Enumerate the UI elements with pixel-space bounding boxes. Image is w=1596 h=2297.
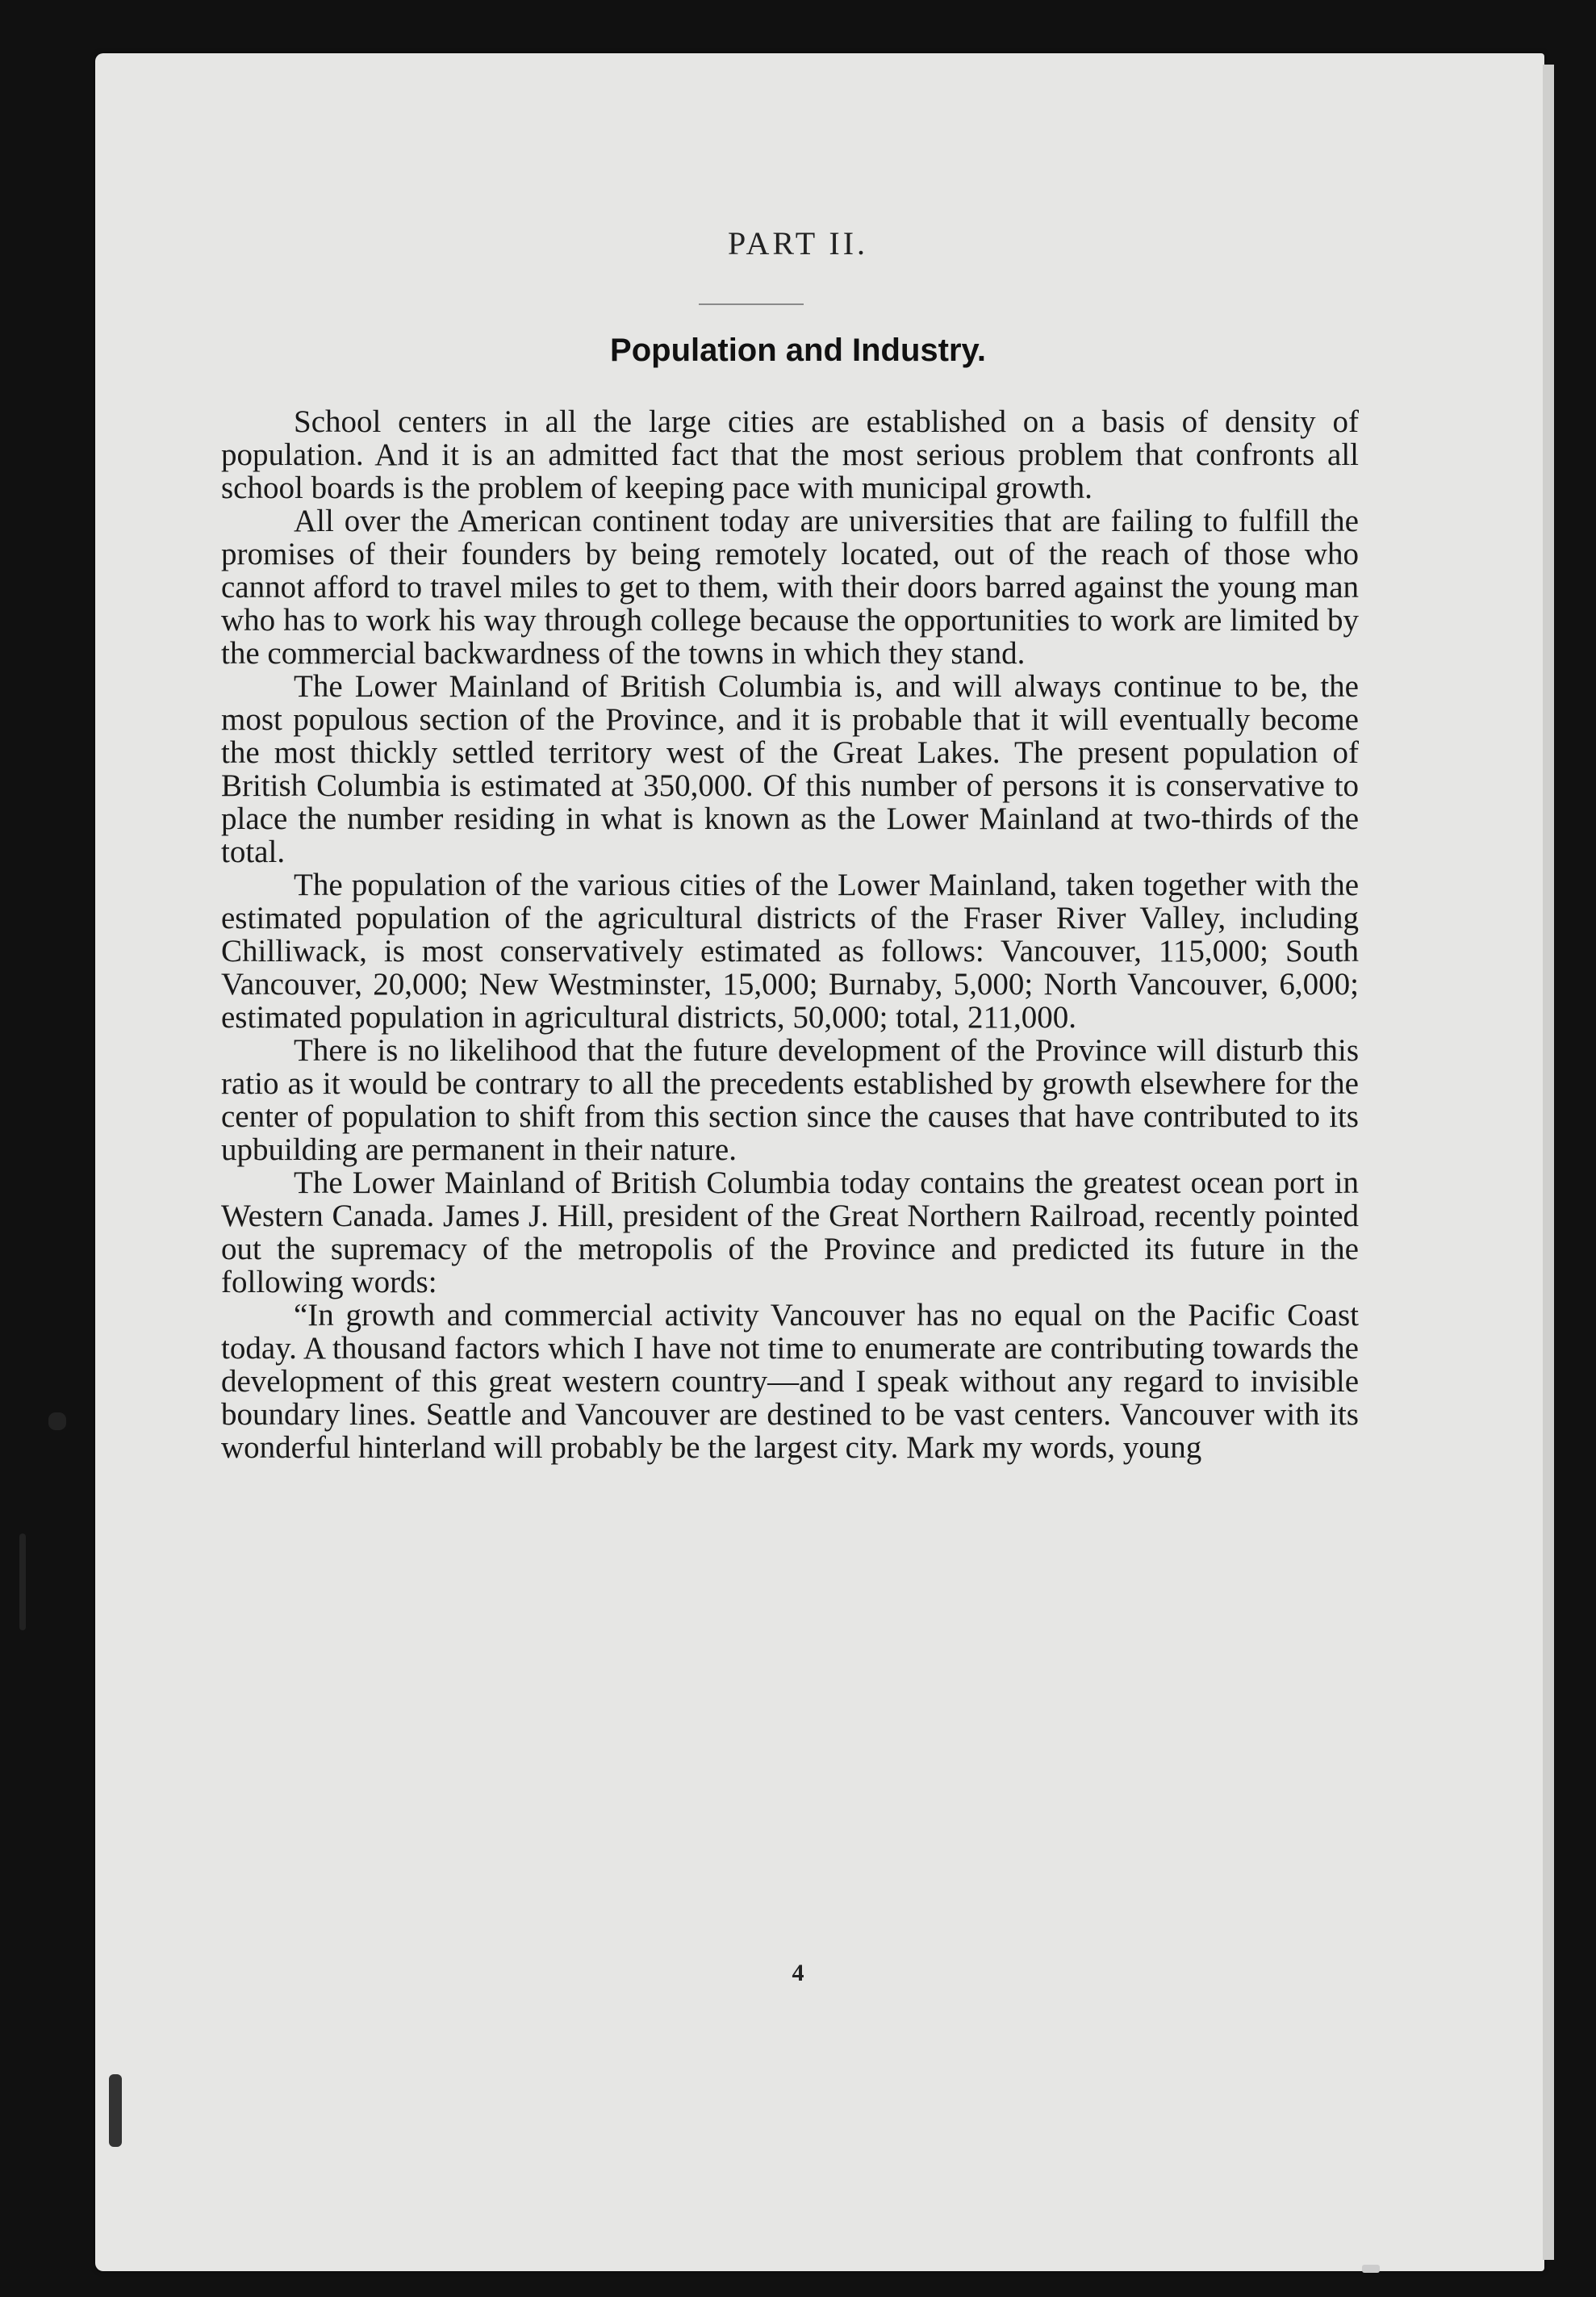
page-edge [1543,65,1554,2260]
heading-rule [699,303,804,305]
paragraph: The population of the various cities of the Lower Mainland, taken together with the estimated population of the agricultural districts of the Fraser River Valley, including Chilliwack, is most conservatively estimated as follows: Vancouver, 115,000; South Vancouver, 20,000; New Westminster, 15,000; Burnaby, 5,000; North Vancouver, 6,000; estimated population in agricultural districts, 50,000; total, 211,000. [221,868,1359,1035]
paragraph: The Lower Mainland of British Columbia today contains the greatest ocean port in Western Canada. James J. Hill, president of the Great Northern Railroad, recently pointed out the supremacy of the metropolis of the Province and predicted its future in the following words: [221,1165,1359,1299]
paragraph: The Lower Mainland of British Columbia is, and will always continue to be, the most populous section of the Province, and it is probable that it will eventually become the most thickly settled territory west of the Great Lakes. The present population of British Columbia is estimated at 350,000. Of this number of persons it is conservative to place the number residing in what is known as the Lower Mainland at two-thirds of the total. [221,669,1359,869]
scan-speck [48,1412,66,1430]
page-number: 4 [792,1960,804,1986]
section-title: Population and Industry. [610,333,986,368]
scan-speck [1362,2265,1380,2273]
part-heading: PART II. [727,225,869,261]
scan-speck [19,1533,26,1630]
paragraph: There is no likelihood that the future development of the Province will disturb this ratio as it would be contrary to all the precedents established by growth elsewhere for the center of population to shift from this section since the causes that have contributed to its upbuilding are permanent in their nature. [221,1033,1359,1167]
paragraph: All over the American continent today are universities that are failing to fulfill the promises of their founders by being remotely located, out of the reach of those who cannot afford to travel miles to get to them, with their doors barred against the young man who has to work his way through college because the opportunities to work are limited by the commercial backwardness of the towns in which they stand. [221,504,1359,671]
paragraph: “In growth and commercial activity Vancouver has no equal on the Pacific Coast today. A thousand factors which I have not time to enumerate are contributing towards the development of this great western country—and I speak without any regard to invisible boundary lines. Seattle and Vancouver are destined to be vast centers. Vancouver with its wonderful hinterland will probably be the largest city. Mark my words, young [221,1298,1359,1465]
scan-speck [109,2074,122,2147]
body-text [221,405,1359,1464]
paragraph: School centers in all the large cities are established on a basis of density of population. And it is an admitted fact that the most serious problem that confronts all school boards is the problem of keeping pace with municipal growth. [221,404,1359,505]
